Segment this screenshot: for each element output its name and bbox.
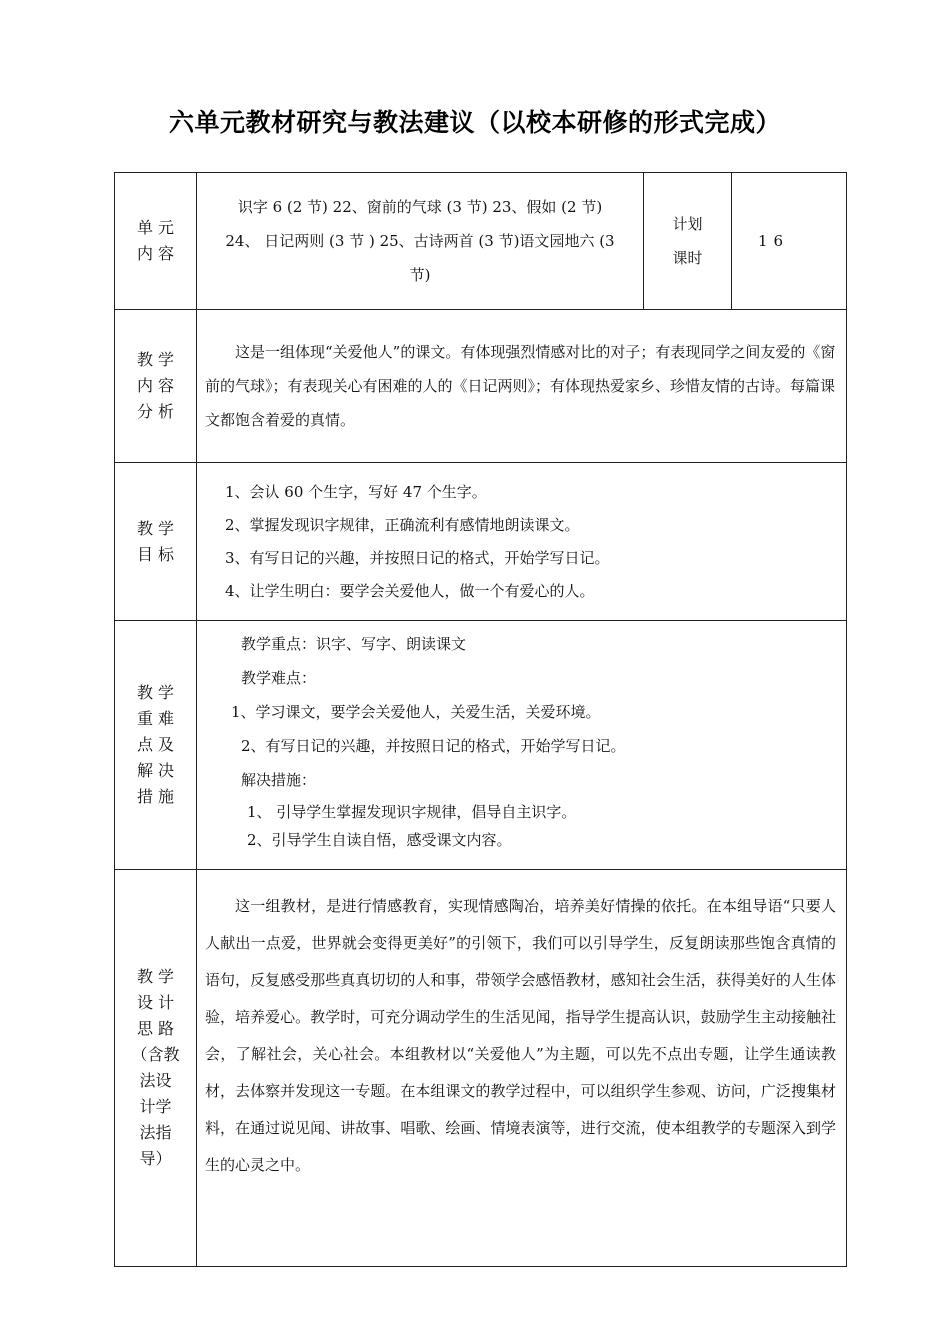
design-text: 这一组教材，是进行情感教育，实现情感陶冶，培养美好情操的依托。在本组导语“只要人人献出一点爱，世界就会变得更美好”的引领下，我们可以引导学生，反复朗读那些饱含真情的语句，反复感受那些真真切切的人和事，带领学会感悟教材，感知社会生活，获得美好的人生体验，培养爱心。教学时，可充分调动学生的生活见闻，指导学生提高认识，鼓励学生主动接触社会，了解社会，关心社会。本组教材以“关爱他人”为主题，可以先不点出专题，让学生通读教材，去体察并发现这一专题。在本组课文的教学过程中，可以组织学生参观、访问，广泛搜集材料，在通过说见闻、讲故事、唱歌、绘画、情境表演等，进行交流，使本组教学的专题深入到学生的心灵之中。: [205, 897, 836, 1174]
content-analysis-cell: [197, 310, 847, 463]
goal-item: 3、有写日记的兴趣，并按照日记的格式，开始学写日记。: [225, 548, 610, 567]
teaching-focus: 教学重点：识字、写字、朗读课文: [241, 635, 467, 653]
design-row: [115, 870, 847, 1267]
goal-item: 1、会认 60 个生字，写好 47 个生字。: [225, 482, 487, 501]
difficulty-item: 1、学习课文，要学会关爱他人，关爱生活，关爱环境。: [231, 703, 601, 721]
lesson-plan-table: [114, 172, 847, 1267]
unit-content-cell: [197, 173, 644, 310]
solution-heading: 解决措施：: [241, 771, 317, 789]
difficulty-item: 2、有写日记的兴趣，并按照日记的格式，开始学写日记。: [241, 737, 626, 755]
unit-content-row: [115, 173, 847, 310]
key-points-cell: [197, 621, 847, 870]
unit-line-1: 识字 6 (2 节) 22、窗前的气球 (3 节) 23、假如 (2 节): [237, 198, 603, 216]
content-analysis-text: 这是一组体现“关爱他人”的课文。有体现强烈情感对比的对子；有表现同学之间友爱的《窗前的气球》；有表现关心有困难的人的《日记两则》；有体现热爱家乡、珍惜友情的古诗。每篇课文都饱含着爱的真情。: [205, 343, 836, 429]
teaching-goals-label: 教 学 目 标: [115, 463, 197, 621]
design-label: 教 学 设 计 思 路 （含教 法设 计学 法指 导）: [115, 870, 197, 1267]
planned-hours-label: 计划 课时: [644, 173, 732, 310]
key-points-label: 教 学 重 难 点 及 解 决 措 施: [115, 621, 197, 870]
content-analysis-label: 教 学 内 容 分 析: [115, 310, 197, 463]
page-title: 六单元教材研究与教法建议（以校本研修的形式完成）: [168, 108, 781, 137]
design-cell: [197, 870, 847, 1267]
unit-content-label: 单 元 内 容: [115, 173, 197, 310]
unit-line-3: 节): [409, 266, 431, 284]
difficulty-heading: 教学难点：: [241, 669, 317, 687]
solution-item: 1、 引导学生掌握发现识字规律，倡导自主识字。: [247, 803, 577, 821]
key-points-row: [115, 621, 847, 870]
goal-item: 4、让学生明白：要学会关爱他人，做一个有爱心的人。: [225, 581, 595, 600]
teaching-goals-row: [115, 463, 847, 621]
content-analysis-row: [115, 310, 847, 463]
unit-line-2: 24、 日记两则 (3 节 ) 25、古诗两首 (3 节)语文园地六 (3: [225, 232, 615, 250]
teaching-goals-cell: [197, 463, 847, 621]
planned-hours-value: 16: [732, 173, 847, 310]
goal-item: 2、掌握发现识字规律，正确流利有感情地朗读课文。: [225, 515, 580, 534]
solution-item: 2、引导学生自读自悟，感受课文内容。: [247, 831, 512, 849]
